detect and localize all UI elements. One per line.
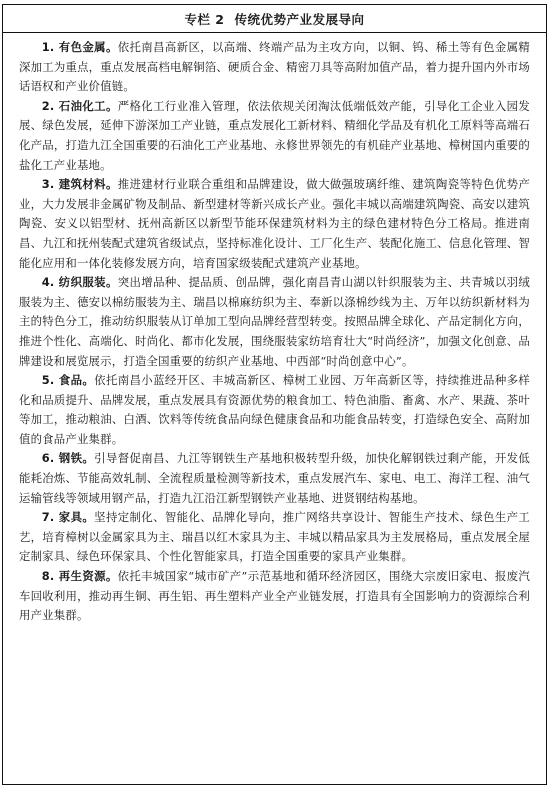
item-text: 依托南昌高新区，以高端、终端产品为主攻方向，以铜、钨、稀土等有色金属精深加工为重点，重点发展高档电解铜箔、硬质合金、精密刀具等高附加值产品，着力提升国内外市场话语权和产业价值链。 xyxy=(19,40,530,94)
item-lead: 1. 有色金属。 xyxy=(41,40,118,54)
item-text: 严格化工行业准入管理，依法依规关闭淘汰低端低效产能，引导化工企业入园发展、绿色发展，延伸下游深加工产业链，重点发展化工新材料、精细化学品及有机化工原料等高端石化产品，打造九江全国重要的石油化工产业基地、永修世界领先的有机硅产业基地、樟树国内重要的盐化工产业基地。 xyxy=(19,98,530,172)
item-text: 依托丰城国家“城市矿产”示范基地和循环经济园区，围绕大宗废旧家电、报废汽车回收利用，推动再生铜、再生铝、再生塑料产业全产业链发展，打造具有全国影响力的资源综合利用产业集群。 xyxy=(19,569,530,623)
item-lead: 3. 建筑材料。 xyxy=(41,177,118,192)
box-title: 传统优势产业发展导向 xyxy=(234,11,365,27)
item-text: 坚持定制化、智能化、品牌化导向，推广网络共享设计、智能生产技术、绿色生产工艺，培育樟树以金属家具为主、瑞昌以红木家具为主、丰城以精品家具为主发展格局，重点发展全屋定制家具、绿色环保家具、个性化智能家具，打造全国重要的家具产业集群。 xyxy=(19,510,531,564)
box-number: 专栏 2 xyxy=(184,11,225,27)
item-textiles-apparel xyxy=(19,273,530,371)
column-box xyxy=(2,4,547,785)
item-food xyxy=(19,371,530,449)
item-lead: 5. 食品。 xyxy=(41,373,95,388)
item-recycled-resources xyxy=(19,567,530,626)
item-lead: 2. 石油化工。 xyxy=(41,98,118,113)
item-lead: 7. 家具。 xyxy=(41,510,95,525)
item-lead: 8. 再生资源。 xyxy=(41,569,118,584)
item-lead: 4. 纺织服装。 xyxy=(41,275,118,290)
item-lead: 6. 钢铁。 xyxy=(41,451,95,466)
item-text: 引导督促南昌、九江等钢铁生产基地积极转型升级，加快化解钢铁过剩产能，开发低能耗冶炼、节能高效轧制、全流程质量检测等新技术，重点发展汽车、家电、电工、海洋工程、油气运输管线等领域用钢产品，打造九江沿江新型钢铁产业基地、进贤钢结构基地。 xyxy=(19,451,531,505)
item-text: 依托南昌小蓝经开区、丰城高新区、樟树工业园、万年高新区等，持续推进品种多样化和品质提升、品牌发展，重点发展具有资源优势的粮食加工、特色油脂、畜禽、水产、果蔬、茶叶等加工，推动粮油、白酒、饮料等传统食品向绿色健康食品和功能食品转变，打造绿色安全、高附加值的食品产业集群。 xyxy=(19,373,531,446)
box-title-bar xyxy=(3,5,546,33)
item-building-materials xyxy=(19,175,530,273)
item-furniture xyxy=(19,508,530,567)
box-body xyxy=(3,33,546,626)
item-steel xyxy=(19,449,530,508)
item-nonferrous-metals xyxy=(19,38,530,97)
item-text: 推进建材行业联合重组和品牌建设，做大做强玻璃纤维、建筑陶瓷等特色优势产业，大力发展非金属矿物及制品、新型建材等新兴成长产业。强化丰城以高端建筑陶瓷、高安以建筑陶瓷、安义以铝型材、抚州高新区以新型节能环保建筑材料为主的绿色建材特色分工格局。推进南昌、九江和抚州装配式建筑省级试点，坚持标准化设计、工厂化生产、装配化施工、信息化管理、智能化应用和一体化装修发展方向，培育国家级装配式建筑产业基地。 xyxy=(19,177,530,270)
item-text: 突出增品种、提品质、创品牌，强化南昌青山湖以针织服装为主、共青城以羽绒服装为主、德安以棉纺服装为主、瑞昌以棉麻纺织为主、奉新以涤棉纱线为主、万年以纺织新材料为主的特色分工，推动纺织服装从订单加工型向品牌经营型转变。按照品牌全球化、产品定制化方向，推进个性化、高端化、时尚化、都市化发展，围绕服装家纺培育壮大“时尚经济”，加强文化创意、品牌建设和展览展示，打造全国重要的纺织产业基地、中西部“时尚创意中心”。 xyxy=(19,275,530,368)
item-petrochemical xyxy=(19,97,530,175)
